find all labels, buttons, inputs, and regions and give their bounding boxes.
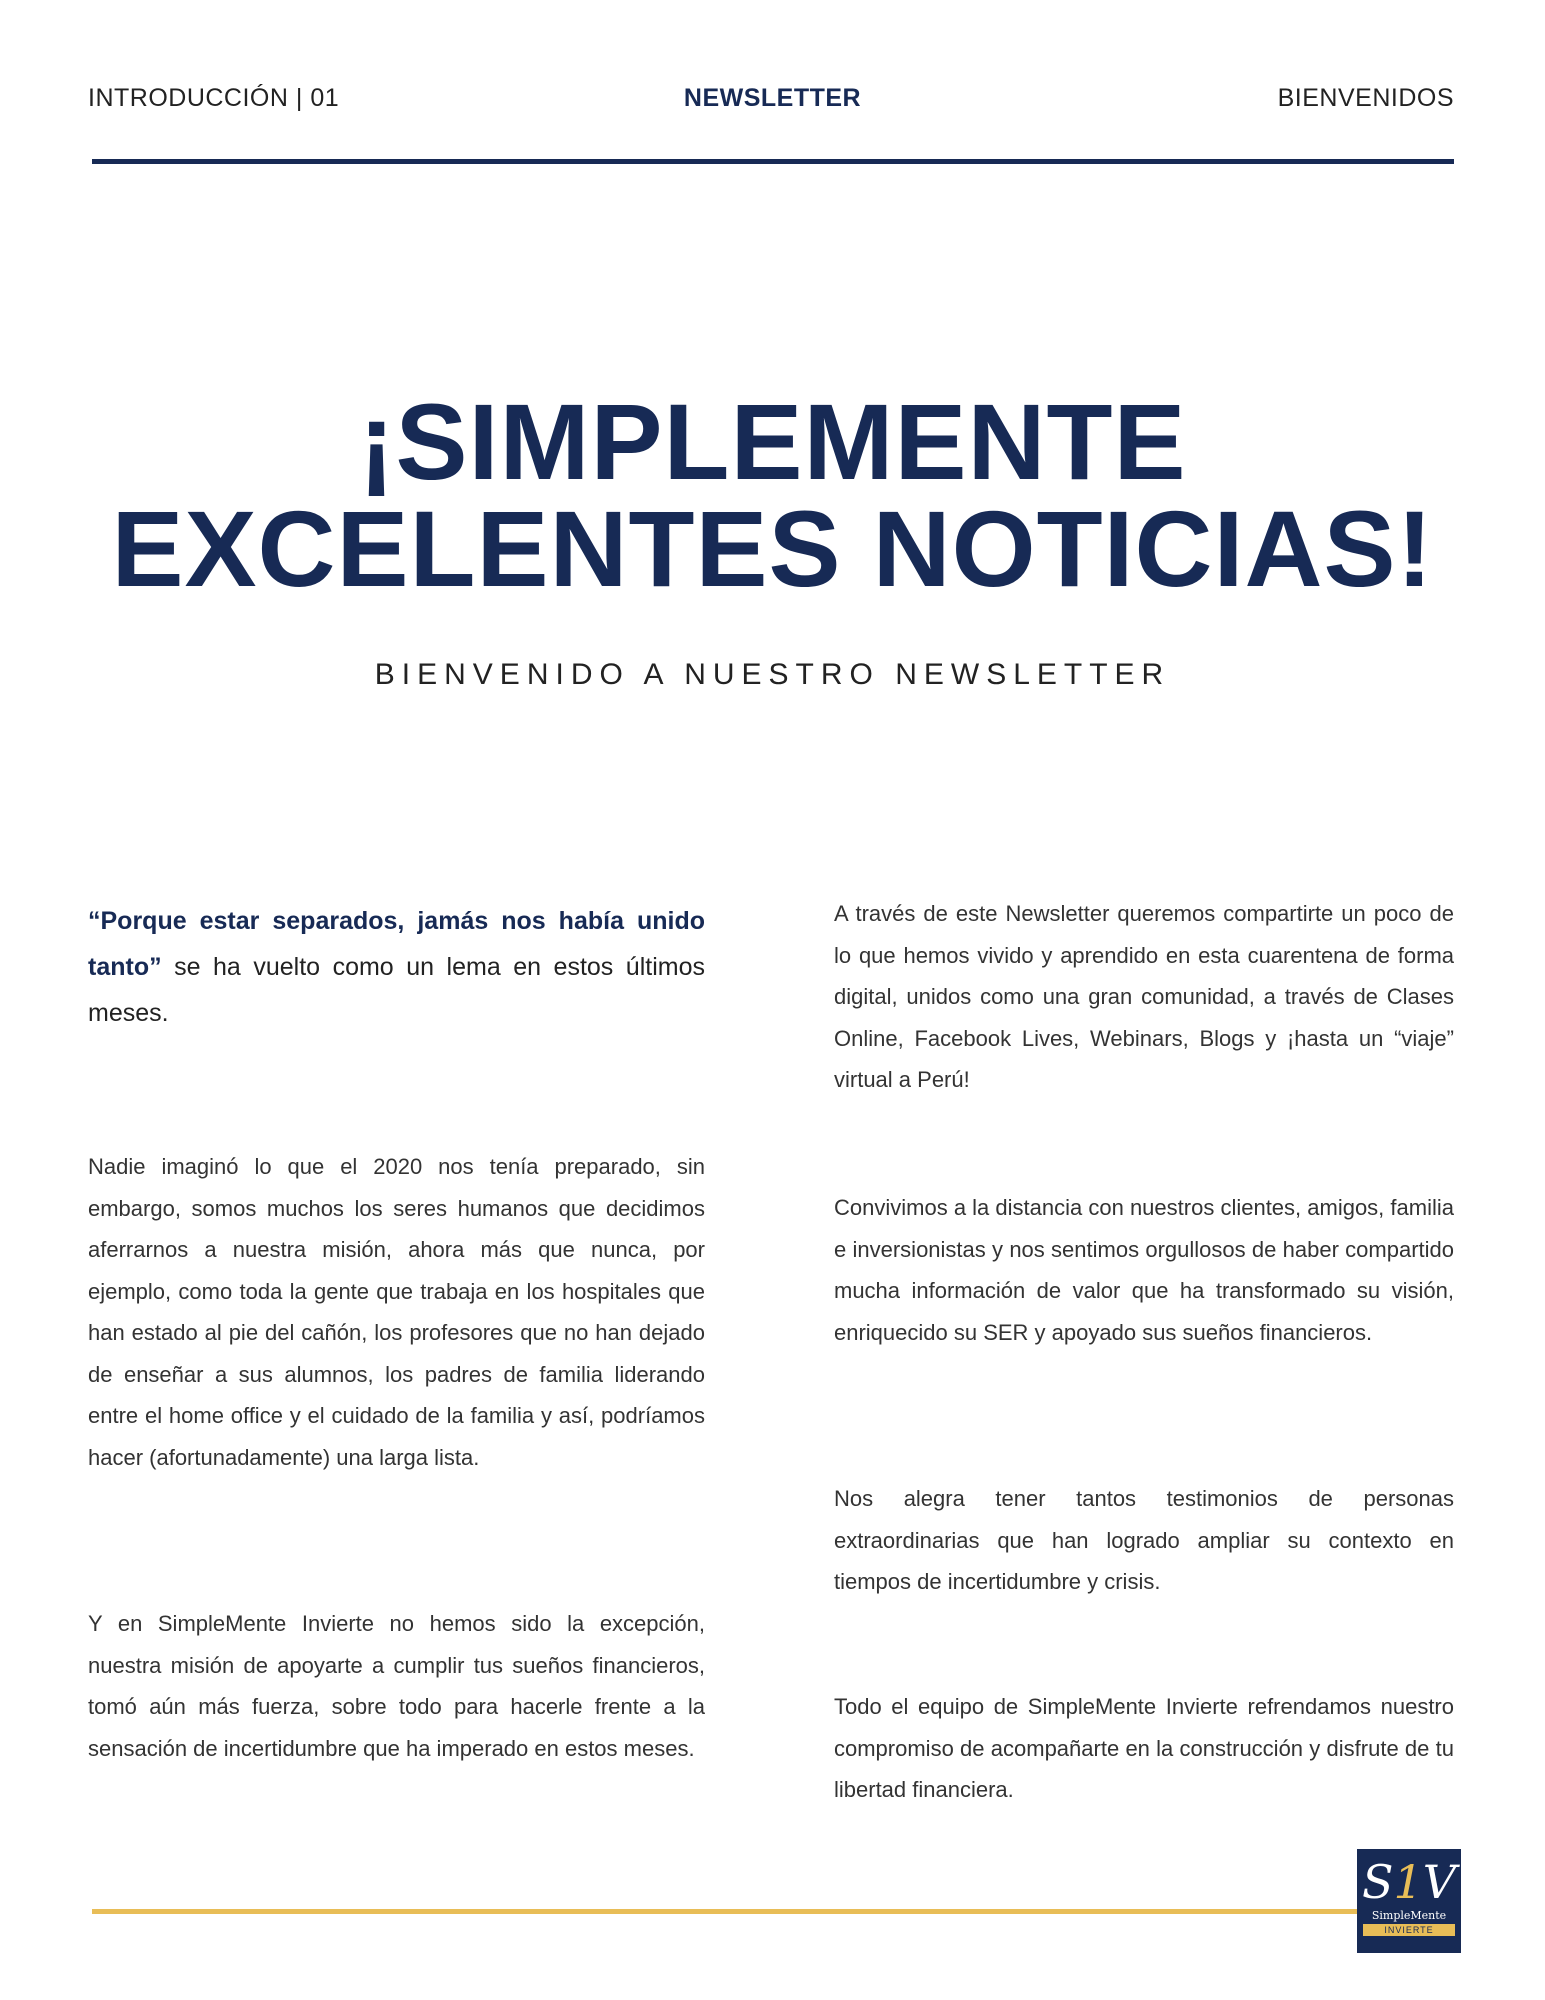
simplemente-invierte-logo [1357, 1849, 1461, 1953]
footer-divider [92, 1909, 1357, 1914]
right-paragraph-2: Convivimos a la distancia con nuestros clientes, amigos, familia e inversionistas y nos sentimos orgullosos de haber compartido mucha información de valor que ha transformado su visión, enriquecido su SER y apoyado sus sueños financieros. [834, 1195, 1454, 1345]
right-paragraph-1: A través de este Newsletter queremos compartirte un poco de lo que hemos vivido y aprendido en esta cuarentena de forma digital, unidos como una gran comunidad, a través de Clases Online, Facebook Lives, Webinars, Blogs y ¡hasta un “viaje” virtual a Perú! [834, 901, 1454, 1092]
right-paragraph-4: Todo el equipo de SimpleMente Invierte refrendamos nuestro compromiso de acompañarte en la construcción y disfrute de tu libertad financiera. [834, 1694, 1454, 1802]
page-title [0, 381, 1545, 609]
logo-subname: INVIERTE [1363, 1924, 1455, 1936]
lead-paragraph [88, 898, 705, 1036]
header-newsletter-label: NEWSLETTER [683, 84, 862, 112]
title-line-2: EXCELENTES NOTICIAS! [111, 488, 1434, 609]
lead-quote: “Porque estar separados, jamás nos había unido tanto” [88, 907, 705, 981]
header-welcome-label: BIENVENIDOS [1277, 84, 1454, 112]
header-section-label: INTRODUCCIÓN | 01 [88, 84, 340, 112]
header-divider [92, 159, 1454, 164]
title-line-1: ¡SIMPLEMENTE [358, 381, 1187, 502]
logo-name: SimpleMente [1371, 1909, 1447, 1922]
logo-mark: S1V [1361, 1855, 1457, 1909]
right-paragraph-3: Nos alegra tener tantos testimonios de personas extraordinarias que han logrado ampliar su contexto en tiempos de incertidumbre y crisis. [834, 1486, 1454, 1594]
lead-rest: se ha vuelto como un lema en estos últimos meses. [88, 953, 705, 1027]
left-paragraph-1: Nadie imaginó lo que el 2020 nos tenía preparado, sin embargo, somos muchos los seres humanos que decidimos aferrarnos a nuestra misión, ahora más que nunca, por ejemplo, como toda la gente que trabaja en los hospitales que han estado al pie del cañón, los profesores que no han dejado de enseñar a sus alumnos, los padres de familia liderando entre el home office y el cuidado de la familia y así, podríamos hacer (afortunadamente) una larga lista. [88, 1154, 705, 1470]
page-subtitle: BIENVENIDO A NUESTRO NEWSLETTER [374, 658, 1171, 691]
left-paragraph-2: Y en SimpleMente Invierte no hemos sido la excepción, nuestra misión de apoyarte a cumplir tus sueños financieros, tomó aún más fuerza, sobre todo para hacerle frente a la sensación de incertidumbre que ha imperado en estos meses. [88, 1611, 705, 1761]
